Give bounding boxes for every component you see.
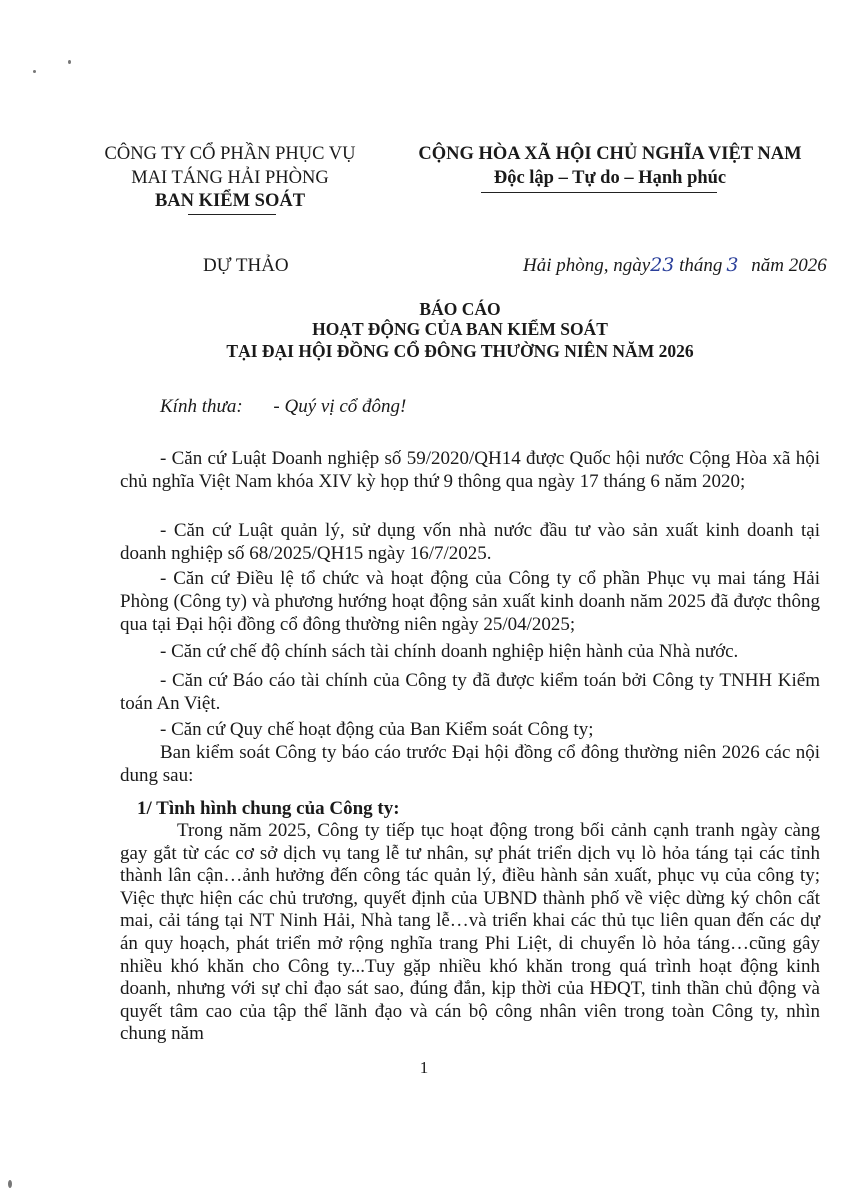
- date-month-label: tháng: [679, 255, 723, 276]
- basis-item: - Căn cứ Quy chế hoạt động của Ban Kiểm soát Công ty;: [160, 719, 594, 740]
- company-name-line1: CÔNG TY CỔ PHẦN PHỤC VỤ: [104, 144, 356, 164]
- section-paragraph: Trong năm 2025, Công ty tiếp tục hoạt động trong bối cảnh cạnh tranh ngày càng gay gắt từ các cơ sở dịch vụ tang lễ tư nhân, sự phát triển dịch vụ lò hỏa táng tại các tỉnh thành lân cận…ảnh hưởng đến công tác quản lý, điều hành sản xuất, phục vụ của công ty; Việc thực hiện các chủ trương, quyết định của UBND thành phố về việc dừng ký chôn cất mai, cải táng tại NT Ninh Hải, Nhà tang lễ…và triển khai các thủ tục liên quan đến các dự án quy hoạch, phát triển mở rộng nghĩa trang Phi Liệt, di chuyển lò hỏa táng…cũng gây nhiều khó khăn cho Công ty...Tuy gặp nhiều khó khăn trong quá trình hoạt động kinh doanh, nhưng với sự chỉ đạo sát sao, đúng đắn, kịp thời của HĐQT, tinh thần chủ động và quyết tâm cao của tập thể lãnh đạo và cán bộ công nhân viên trong toàn Công ty, nhìn chung năm: [120, 820, 820, 1045]
- company-name-line2: MAI TÁNG HẢI PHÒNG: [131, 168, 329, 188]
- date-month-handwritten: 3: [726, 254, 739, 276]
- basis-item: - Căn cứ Điều lệ tổ chức và hoạt động của Công ty cổ phần Phục vụ mai táng Hải Phòng (Công ty) và phương hướng hoạt động sản xuất kinh doanh năm 2025 đã được thông qua tại Đại hội đồng cổ đông thường niên ngày 25/04/2025;: [120, 568, 820, 635]
- motto-underline: [481, 192, 717, 193]
- intro-paragraph: Ban kiểm soát Công ty báo cáo trước Đại hội đồng cổ đông thường niên 2026 các nội dung sau:: [120, 742, 820, 786]
- page-number: 1: [419, 1058, 429, 1077]
- salutation-label: Kính thưa:: [160, 396, 243, 417]
- salutation-recipient: - Quý vị cổ đông!: [273, 396, 407, 417]
- department-underline: [188, 214, 276, 215]
- scan-speck: [33, 70, 36, 73]
- basis-item: - Căn cứ chế độ chính sách tài chính doanh nghiệp hiện hành của Nhà nước.: [160, 641, 739, 662]
- draft-label: DỰ THẢO: [203, 255, 289, 276]
- date-prefix: Hải phòng, ngày: [523, 255, 651, 276]
- report-title: BÁO CÁO: [419, 299, 501, 319]
- national-motto: Độc lập – Tự do – Hạnh phúc: [493, 168, 727, 188]
- scan-speck: [8, 1180, 12, 1188]
- date-day-handwritten: 23: [650, 254, 675, 276]
- salutation: [160, 395, 406, 418]
- basis-item: - Căn cứ Báo cáo tài chính của Công ty đã được kiểm toán bởi Công ty TNHH Kiểm toán An Việt.: [120, 670, 820, 714]
- basis-item: - Căn cứ Luật Doanh nghiệp số 59/2020/QH14 được Quốc hội nước Cộng Hòa xã hội chủ nghĩa Việt Nam khóa XIV kỳ họp thứ 9 thông qua ngày 17 tháng 6 năm 2020;: [120, 448, 820, 492]
- report-subtitle-2: TẠI ĐẠI HỘI ĐỒNG CỔ ĐÔNG THƯỜNG NIÊN NĂM 2026: [226, 341, 694, 361]
- date-year: năm 2026: [751, 255, 827, 276]
- section-heading: 1/ Tình hình chung của Công ty:: [137, 798, 400, 819]
- scan-speck: [68, 60, 71, 64]
- department-name: BAN KIỂM SOÁT: [154, 191, 306, 211]
- basis-item: - Căn cứ Luật quản lý, sử dụng vốn nhà nước đầu tư vào sản xuất kinh doanh tại doanh nghiệp số 68/2025/QH15 ngày 16/7/2025.: [120, 520, 820, 564]
- national-title: CỘNG HÒA XÃ HỘI CHỦ NGHĨA VIỆT NAM: [418, 144, 802, 164]
- report-subtitle: HOẠT ĐỘNG CỦA BAN KIỂM SOÁT: [312, 319, 608, 339]
- document-date: [523, 254, 827, 277]
